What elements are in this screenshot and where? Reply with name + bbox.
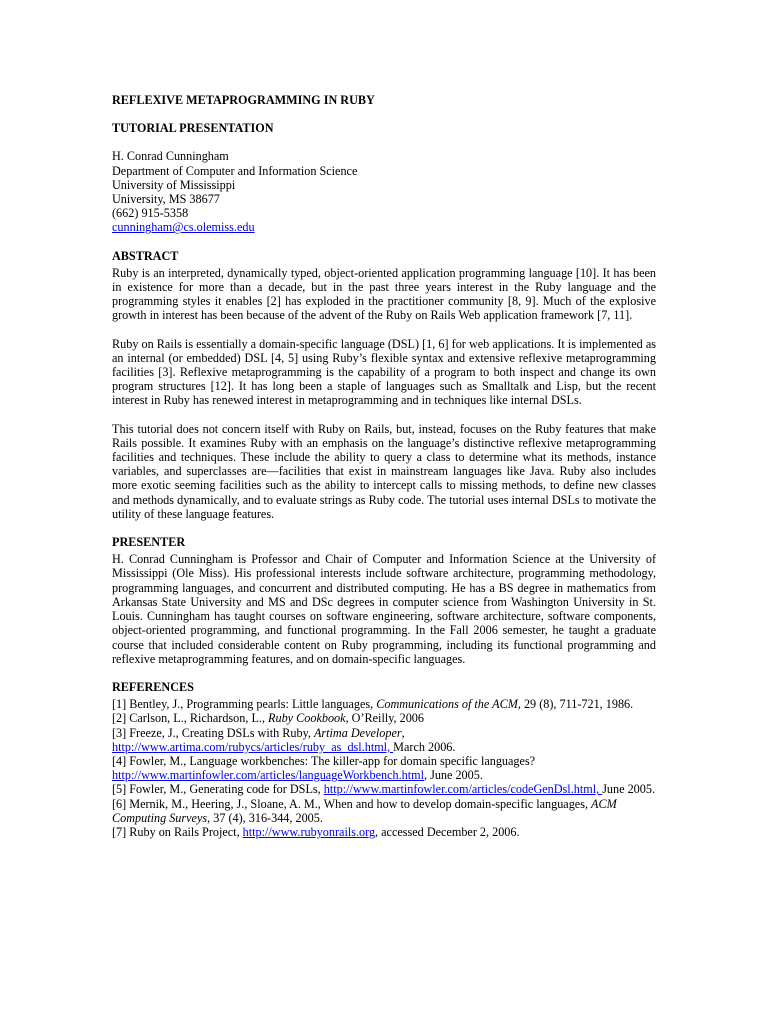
abstract-paragraph-2: Ruby on Rails is essentially a domain-specific language (DSL) [1, 6] for web applications. It is implemented as an internal (or embedded) DSL [4, 5] using Ruby’s flexible syntax and extensive reflexive metaprogramming facilities [3]. Reflexive metaprogramming is the capability of a program to both inspect and change its own program structures [12]. It has long been a staple of languages such as Smalltalk and Lisp, but the recent interest in Ruby has renewed interest in metaprogramming and in techniques like internal DSLs.: [112, 336, 656, 408]
reference-journal: Artima Developer: [313, 725, 402, 740]
reference-text: , 37 (4), 316-344, 2005.: [207, 810, 323, 825]
reference-link[interactable]: http://www.rubyonrails.org: [242, 824, 376, 839]
reference-text: , accessed December 2, 2006.: [375, 824, 520, 839]
author-department: Department of Computer and Information Science: [112, 163, 358, 178]
presenter-bio: H. Conrad Cunningham is Professor and Chair of Computer and Information Science at the University of Mississippi (Ole Miss). His professional interests include software architecture, programming methodology, programming languages, and concurrent and distributed computing. He has a BS degree in mathematics from Arkansas State University and MS and DSc degrees in computer science from Washington University in St. Louis. Cunningham has taught courses on software engineering, software architecture, software components, object-oriented programming, and functional programming. In the Fall 2006 semester, he taught a graduate course that included considerable content on Ruby programming, including its functional programming and reflexive metaprogramming features, and on domain-specific languages.: [112, 552, 656, 666]
reference-text: , O’Reilly, 2006: [345, 711, 424, 726]
reference-text: , 29 (8), 711-721, 1986.: [517, 697, 634, 712]
reference-link[interactable]: http://www.martinfowler.com/articles/languageWorkbench.html: [112, 768, 424, 783]
abstract-paragraph-1: Ruby is an interpreted, dynamically typed, object-oriented application programming language [10]. It has been in existence for more than a decade, but in the past three years interest in the Ruby language and the programming styles it enables [2] has exploded in the practitioner community [8, 9]. Much of the explosive growth in interest has been because of the advent of the Ruby on Rails Web application framework [7, 11].: [112, 265, 656, 323]
paper-subtitle: TUTORIAL PRESENTATION: [112, 121, 274, 136]
abstract-heading: ABSTRACT: [112, 248, 179, 263]
document-page: [112, 86, 656, 839]
reference-journal: ACM Computing Surveys: [112, 796, 617, 825]
reference-item: [112, 711, 656, 725]
reference-link[interactable]: http://www.martinfowler.com/articles/codeGenDsl.html,: [323, 782, 603, 797]
reference-text: ,: [401, 725, 405, 740]
reference-text: [5] Fowler, M., Generating code for DSLs,: [112, 782, 324, 797]
reference-text: [7] Ruby on Rails Project,: [112, 824, 243, 839]
author-name: H. Conrad Cunningham: [112, 149, 229, 164]
reference-text: [2] Carlson, L., Richardson, L.,: [112, 711, 269, 726]
reference-text: [1] Bentley, J., Programming pearls: Little languages,: [112, 697, 377, 712]
reference-item: [112, 726, 656, 754]
reference-item: [112, 782, 656, 796]
reference-journal: Communications of the ACM: [376, 697, 518, 712]
reference-item: [112, 797, 656, 825]
reference-list: [112, 697, 656, 839]
author-university: University of Mississippi: [112, 177, 236, 192]
reference-text: [6] Mernik, M., Heering, J., Sloane, A. M., When and how to develop domain-specific languages,: [112, 796, 592, 811]
author-phone: (662) 915-5358: [112, 206, 189, 221]
reference-book: Ruby Cookbook: [268, 711, 346, 726]
author-email-link[interactable]: cunningham@cs.olemiss.edu: [112, 220, 255, 235]
references-heading: REFERENCES: [112, 679, 194, 694]
reference-item: [112, 754, 656, 782]
reference-text: [4] Fowler, M., Language workbenches: The killer-app for domain specific languages?: [112, 753, 536, 768]
reference-text: June 2005.: [602, 782, 655, 797]
presenter-heading: PRESENTER: [112, 535, 186, 550]
reference-item: [112, 825, 656, 839]
abstract-paragraph-3: This tutorial does not concern itself with Ruby on Rails, but, instead, focuses on the Ruby features that make Rails possible. It examines Ruby with an emphasis on the language’s distinctive reflexive metaprogramming facilities and techniques. These include the ability to query a class to determine what its methods, instance variables, and superclasses are—facilities that exist in mainstream languages like Java. Ruby also includes more exotic seeming facilities such as the ability to intercept calls to missing methods, to define new classes and methods dynamically, and to evaluate strings as Ruby code. The tutorial uses internal DSLs to motivate the utility of these language features.: [112, 421, 656, 521]
reference-link[interactable]: http://www.artima.com/rubycs/articles/ruby_as_dsl.html,: [112, 739, 394, 754]
reference-item: [112, 697, 656, 711]
reference-text: March 2006.: [393, 739, 456, 754]
paper-title: REFLEXIVE METAPROGRAMMING IN RUBY: [112, 93, 375, 107]
author-city: University, MS 38677: [112, 192, 220, 207]
author-block: [112, 149, 656, 234]
reference-text: [3] Freeze, J., Creating DSLs with Ruby,: [112, 725, 314, 740]
reference-text: , June 2005.: [423, 768, 483, 783]
